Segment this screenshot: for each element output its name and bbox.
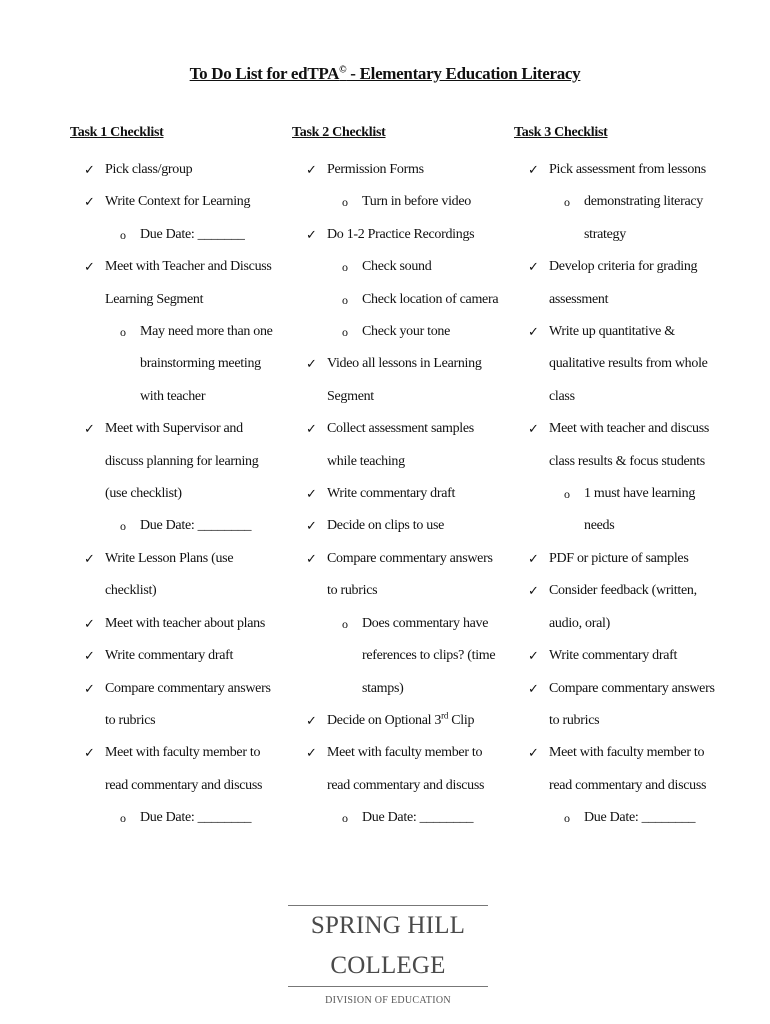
checklist-item-continuation [514, 219, 744, 251]
item-text: read commentary and discuss [549, 777, 707, 793]
title-text: To Do List for edTPA [189, 64, 340, 83]
circle-bullet-icon: o [564, 811, 570, 826]
checkmark-icon: ✓ [306, 226, 317, 242]
checkmark-icon: ✓ [84, 550, 95, 566]
circle-bullet-icon: o [342, 195, 348, 210]
checklist-item [292, 705, 522, 737]
circle-bullet-icon: o [342, 811, 348, 826]
circle-bullet-icon: o [120, 325, 126, 340]
checklist-subitem [514, 186, 744, 218]
checklist-item-continuation [514, 348, 744, 380]
item-text: Develop criteria for grading [549, 259, 698, 275]
checklist-item [514, 673, 744, 705]
item-text: Consider feedback (written, [549, 583, 697, 599]
checklist-item-continuation [70, 348, 300, 380]
checkmark-icon: ✓ [306, 486, 317, 502]
item-text: May need more than one [140, 324, 273, 340]
task3-checklist [514, 154, 744, 835]
item-text: audio, oral) [549, 615, 610, 631]
item-text: Does commentary have [362, 615, 489, 631]
circle-bullet-icon: o [120, 227, 126, 242]
checklist-item-continuation [514, 705, 744, 737]
circle-bullet-icon: o [342, 260, 348, 275]
checklist-item-continuation [514, 608, 744, 640]
item-text: Meet with Teacher and Discuss [105, 259, 272, 275]
checklist-item-continuation [514, 284, 744, 316]
checklist-subitem [70, 219, 300, 251]
checkmark-icon: ✓ [84, 615, 95, 631]
item-text: Meet with faculty member to [549, 745, 705, 761]
item-text: Write commentary draft [105, 648, 234, 664]
checklist-item [292, 478, 522, 510]
task2-checklist [292, 154, 522, 835]
item-text: 1 must have learning [584, 486, 696, 502]
item-text: Learning Segment [105, 291, 204, 307]
checklist-item-continuation [70, 284, 300, 316]
checklist-item [292, 348, 522, 380]
circle-bullet-icon: o [342, 616, 348, 631]
item-text: PDF or picture of samples [549, 550, 689, 566]
circle-bullet-icon: o [564, 487, 570, 502]
item-text-after: Clip [448, 712, 475, 728]
item-text: Write commentary draft [327, 486, 456, 502]
checkmark-icon: ✓ [306, 518, 317, 534]
checklist-item [514, 575, 744, 607]
item-text: Due Date: _______ [140, 226, 245, 242]
checklist-item-continuation [292, 673, 522, 705]
checkmark-icon: ✓ [306, 162, 317, 177]
checklist-item [292, 154, 522, 186]
checklist-item [70, 251, 300, 283]
title-suffix: - Elementary Education Literacy [346, 64, 581, 83]
item-text: Check sound [362, 259, 432, 275]
checkmark-icon: ✓ [84, 162, 95, 177]
item-text: Write up quantitative & [549, 324, 675, 340]
checklist-item [70, 608, 300, 640]
item-text: discuss planning for learning [105, 453, 259, 469]
logo-name: SPRING HILL COLLEGE [310, 912, 466, 979]
checklist-subitem [292, 186, 522, 218]
checklist-subitem [292, 284, 522, 316]
item-text: Pick assessment from lessons [549, 162, 706, 177]
checkmark-icon: ✓ [528, 680, 539, 696]
checklist-item-continuation [292, 575, 522, 607]
item-text: (use checklist) [105, 486, 182, 502]
item-text: to rubrics [105, 712, 156, 728]
item-text: with teacher [140, 388, 206, 404]
item-text: Check your tone [362, 324, 451, 340]
checklist-subitem [514, 802, 744, 834]
checkmark-icon: ✓ [84, 680, 95, 696]
checkmark-icon: ✓ [528, 550, 539, 566]
checklist-item [292, 737, 522, 769]
circle-bullet-icon: o [342, 325, 348, 340]
checklist-item-continuation [70, 446, 300, 478]
item-text: Compare commentary answers [549, 680, 715, 696]
item-text: Check location of camera [362, 291, 499, 307]
checklist-item [514, 251, 744, 283]
item-text: Due Date: ________ [140, 810, 252, 826]
checklist-subitem [292, 608, 522, 640]
checklist-item [70, 154, 300, 186]
item-text: Permission Forms [327, 162, 424, 177]
checklist-subitem [292, 802, 522, 834]
checklist-item [292, 219, 522, 251]
checklist-item-continuation [292, 446, 522, 478]
checklist-subitem [70, 316, 300, 348]
page-title [0, 64, 770, 84]
checkmark-icon: ✓ [84, 259, 95, 275]
item-text: Compare commentary answers [327, 550, 493, 566]
checkmark-icon: ✓ [528, 648, 539, 664]
item-text: checklist) [105, 583, 157, 599]
item-text: Write Lesson Plans (use [105, 550, 234, 566]
checklist-subitem [70, 510, 300, 542]
item-text: Meet with faculty member to [327, 745, 483, 761]
item-text: stamps) [362, 680, 404, 696]
checklist-item-continuation [292, 770, 522, 802]
checklist-item [70, 640, 300, 672]
checklist-item-continuation [70, 381, 300, 413]
task1-heading: Task 1 Checklist [70, 125, 164, 140]
checklist-item [70, 543, 300, 575]
item-text: brainstorming meeting [140, 356, 261, 372]
item-text: while teaching [327, 453, 405, 469]
checklist-item [292, 543, 522, 575]
checklist-item-continuation [514, 510, 744, 542]
checklist-item [514, 543, 744, 575]
checklist-item [514, 737, 744, 769]
task3-heading: Task 3 Checklist [514, 125, 608, 140]
checklist-item [70, 673, 300, 705]
item-text: Pick class/group [105, 162, 193, 177]
task1-checklist [70, 154, 300, 835]
circle-bullet-icon: o [342, 292, 348, 307]
logo-bottom-rule [288, 986, 488, 987]
item-text: assessment [549, 291, 609, 307]
task3-column [514, 122, 744, 835]
checkmark-icon: ✓ [84, 648, 95, 664]
item-text: demonstrating literacy [584, 194, 703, 210]
task2-column [292, 122, 522, 835]
item-text: qualitative results from whole [549, 356, 708, 372]
checkmark-icon: ✓ [84, 194, 95, 210]
checkmark-icon: ✓ [528, 583, 539, 599]
checklist-item-continuation [292, 381, 522, 413]
item-text: Write Context for Learning [105, 194, 251, 210]
checklist-item-continuation [70, 770, 300, 802]
item-text: Segment [327, 388, 374, 404]
copyright-mark: © [339, 64, 347, 76]
item-text: Turn in before video [362, 194, 471, 210]
checklist-subitem [292, 251, 522, 283]
checkmark-icon: ✓ [528, 259, 539, 275]
circle-bullet-icon: o [564, 195, 570, 210]
checklist-item [514, 154, 744, 186]
checklist-item [70, 737, 300, 769]
item-text: class results & focus students [549, 453, 705, 469]
item-text: Due Date: ________ [584, 810, 696, 826]
item-text: read commentary and discuss [105, 777, 263, 793]
item-text: to rubrics [549, 712, 600, 728]
college-logo [288, 905, 488, 1006]
item-text: Video all lessons in Learning [327, 356, 482, 372]
item-text: Due Date: ________ [140, 518, 252, 534]
checklist-item-continuation [514, 381, 744, 413]
item-text: references to clips? (time [362, 648, 496, 664]
circle-bullet-icon: o [120, 811, 126, 826]
item-text: strategy [584, 226, 626, 242]
checklist-item [70, 186, 300, 218]
checkmark-icon: ✓ [306, 712, 317, 728]
checklist-item-continuation [70, 575, 300, 607]
checkmark-icon: ✓ [528, 162, 539, 177]
item-text: Decide on clips to use [327, 518, 445, 534]
checklist-item [514, 316, 744, 348]
item-text: Write commentary draft [549, 648, 678, 664]
checklist-item-continuation [292, 640, 522, 672]
checkmark-icon: ✓ [528, 324, 539, 340]
task1-column [70, 122, 300, 835]
checkmark-icon: ✓ [306, 356, 317, 372]
checklist-item-continuation [70, 705, 300, 737]
item-text: Decide on Optional 3 [327, 712, 442, 728]
checklist-subitem [292, 316, 522, 348]
checkmark-icon: ✓ [306, 745, 317, 761]
task2-heading: Task 2 Checklist [292, 125, 386, 140]
circle-bullet-icon: o [120, 519, 126, 534]
checklist-item-continuation [70, 478, 300, 510]
checklist-item [514, 640, 744, 672]
checkmark-icon: ✓ [306, 421, 317, 437]
item-text: Do 1-2 Practice Recordings [327, 226, 475, 242]
item-text: needs [584, 518, 615, 534]
item-text: Meet with teacher about plans [105, 615, 266, 631]
item-text: class [549, 388, 575, 404]
checkmark-icon: ✓ [528, 421, 539, 437]
item-text: Compare commentary answers [105, 680, 271, 696]
logo-subtitle: DIVISION OF EDUCATION [325, 995, 451, 1006]
item-text: Due Date: ________ [362, 810, 474, 826]
item-text: Meet with Supervisor and [105, 421, 243, 437]
checklist-subitem [514, 478, 744, 510]
checklist-item-continuation [514, 770, 744, 802]
checklist-item [292, 510, 522, 542]
checklist-item-continuation [514, 446, 744, 478]
checklist-item [70, 413, 300, 445]
checkmark-icon: ✓ [84, 421, 95, 437]
item-text: Meet with faculty member to [105, 745, 261, 761]
item-text: read commentary and discuss [327, 777, 485, 793]
checkmark-icon: ✓ [306, 550, 317, 566]
checkmark-icon: ✓ [528, 745, 539, 761]
item-text: Meet with teacher and discuss [549, 421, 710, 437]
checklist-item [292, 413, 522, 445]
ordinal-suffix: rd [441, 710, 449, 721]
item-text: Collect assessment samples [327, 421, 474, 437]
item-text: to rubrics [327, 583, 378, 599]
checklist-subitem [70, 802, 300, 834]
checkmark-icon: ✓ [84, 745, 95, 761]
checklist-item [514, 413, 744, 445]
